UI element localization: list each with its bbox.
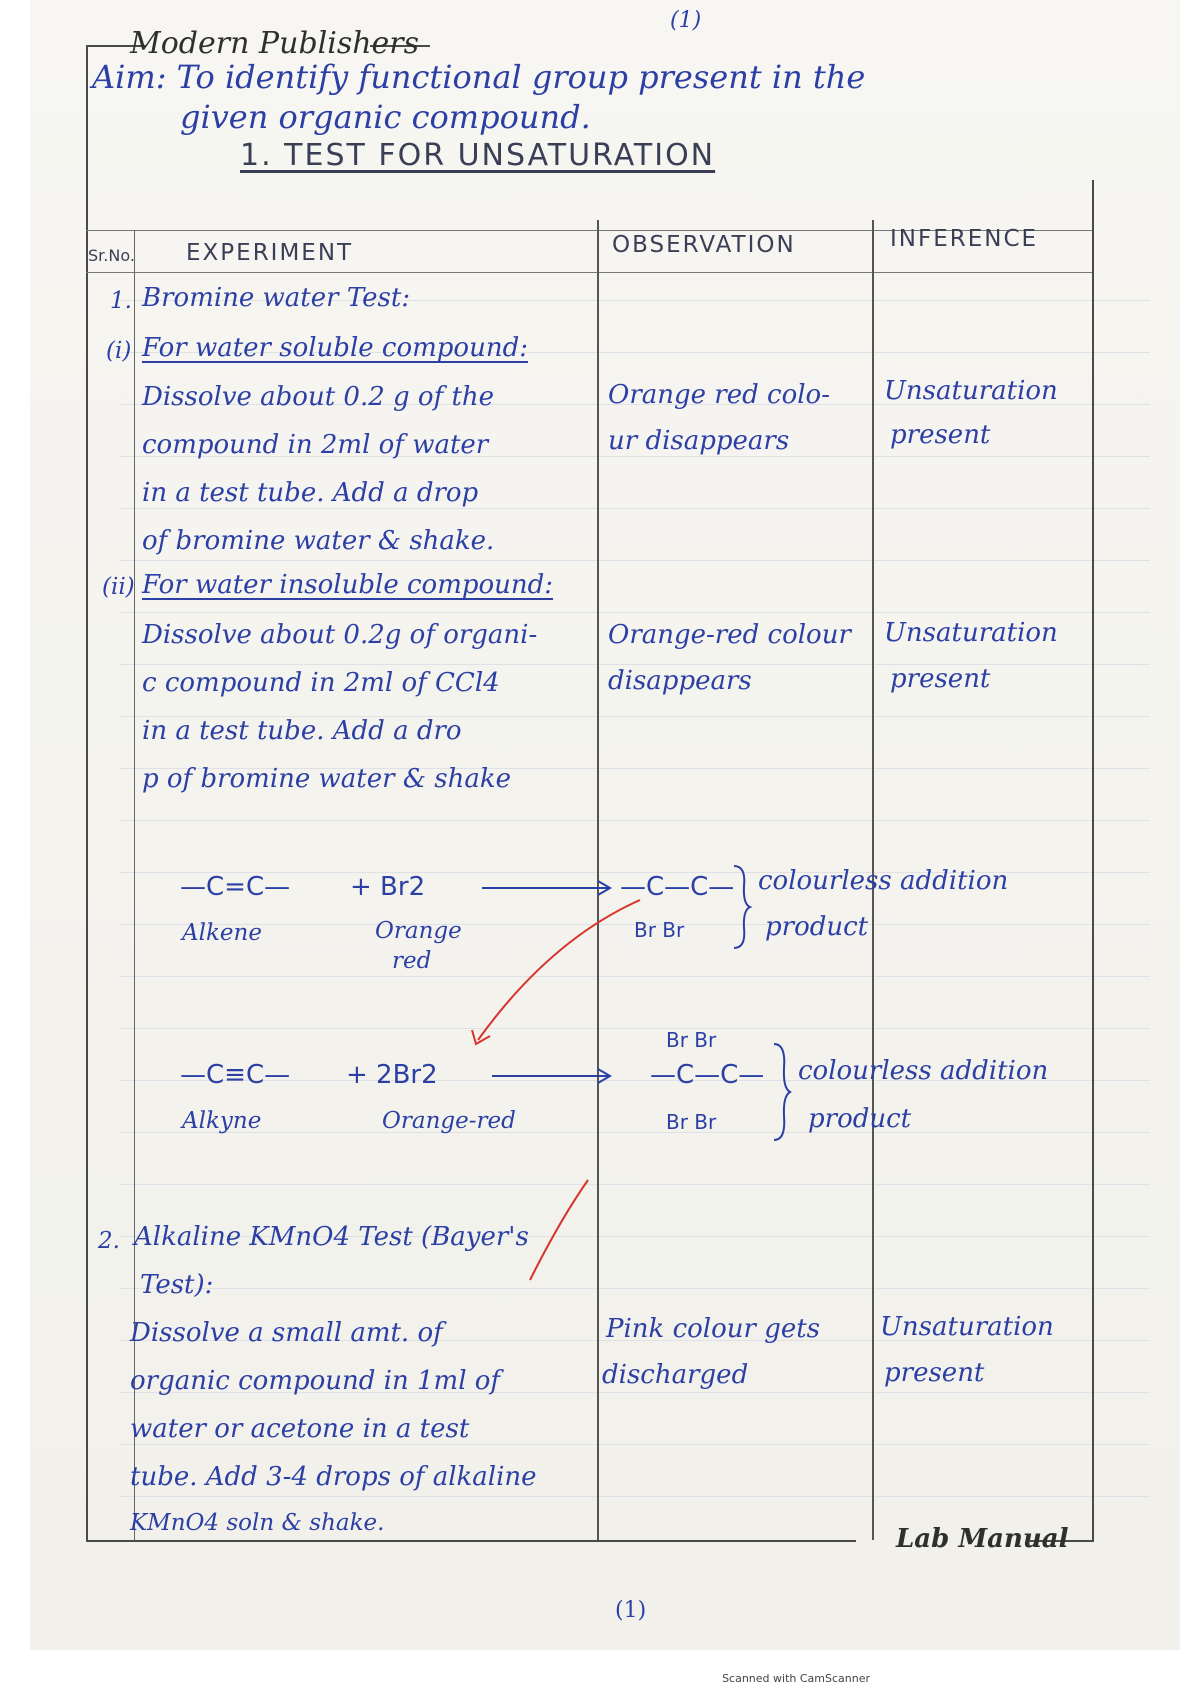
page-number: (1) (615, 1598, 647, 1623)
part2-observation-1: Orange-red colour (608, 620, 851, 650)
alkene-reactant-name: Alkene (182, 920, 262, 946)
alkyne-product-note-2: product (808, 1104, 912, 1134)
test1-number: 1. (110, 288, 132, 314)
test2-title-2: Test): (140, 1270, 214, 1300)
alkyne-reagent-name: Orange-red (382, 1108, 516, 1134)
part1-number: (i) (106, 338, 132, 364)
part1-observation-2: ur disappears (608, 426, 790, 456)
part2-observation-2: disappears (608, 666, 752, 696)
alkyne-reactant-name: Alkyne (182, 1108, 262, 1134)
aim-line-2: given organic compound. (180, 98, 591, 136)
test2-line-1: Dissolve a small amt. of (130, 1318, 443, 1348)
frame-right (1092, 180, 1094, 1540)
page-top-number: (1) (670, 8, 702, 33)
part1-inference-2: present (890, 420, 991, 450)
test2-line-5: KMnO4 soln & shake. (130, 1510, 385, 1536)
test2-observation-1: Pink colour gets (606, 1314, 821, 1344)
part2-line-4: p of bromine water & shake (142, 764, 511, 794)
part1-line-2: compound in 2ml of water (142, 430, 489, 460)
frame-left (86, 45, 88, 1540)
test2-observation-2: discharged (602, 1360, 749, 1390)
part1-inference-1: Unsaturation (884, 376, 1058, 406)
aim-line-1: Aim: To identify functional group present in the (92, 58, 866, 96)
alkene-product-note-1: colourless addition (758, 866, 1009, 896)
alkene-product-note-2: product (765, 912, 869, 942)
part2-heading: For water insoluble compound: (142, 570, 554, 600)
test2-number: 2. (98, 1228, 120, 1254)
part1-line-1: Dissolve about 0.2 g of the (142, 382, 495, 412)
alkyne-reactant: —C≡C— (180, 1060, 291, 1090)
alkene-reagent-name-2: red (392, 948, 432, 974)
alkene-brace (730, 862, 754, 952)
test1-title: Bromine water Test: (142, 283, 411, 313)
alkyne-brace (770, 1040, 794, 1144)
publisher-name: Modern Publishers (130, 26, 420, 61)
frame-bottom (86, 1540, 856, 1542)
part2-line-2: c compound in 2ml of CCl4 (142, 668, 500, 698)
test2-line-4: tube. Add 3-4 drops of alkaline (130, 1462, 537, 1492)
alkyne-product-substituents: Br Br (666, 1110, 717, 1134)
part1-line-4: of bromine water & shake. (142, 526, 495, 556)
test2-line-2: organic compound in 1ml of (130, 1366, 501, 1396)
alkene-reactant: —C=C— (180, 872, 291, 902)
part2-inference-1: Unsaturation (884, 618, 1058, 648)
col-header-observation: OBSERVATION (612, 232, 796, 258)
col-header-srno: Sr.No. (88, 246, 135, 265)
part2-line-1: Dissolve about 0.2g of organi- (142, 620, 538, 650)
alkyne-product: —C—C— (650, 1060, 765, 1090)
table-header-line (86, 272, 1092, 273)
section-title: 1. TEST FOR UNSATURATION (240, 138, 716, 173)
test2-title-1: Alkaline KMnO4 Test (Bayer's (134, 1222, 529, 1252)
part1-heading: For water soluble compound: (142, 333, 528, 363)
scanner-watermark: Scanned with CamScanner (722, 1672, 870, 1685)
alkyne-product-top-substituents: Br Br (666, 1028, 717, 1052)
alkyne-product-note-1: colourless addition (798, 1056, 1049, 1086)
part2-line-3: in a test tube. Add a dro (142, 716, 462, 746)
part2-inference-2: present (890, 664, 991, 694)
test2-inference-1: Unsaturation (880, 1312, 1054, 1342)
alkyne-reagent: + 2Br2 (346, 1060, 438, 1090)
test2-inference-2: present (884, 1358, 985, 1388)
col-header-inference: INFERENCE (890, 226, 1039, 252)
notebook-page (30, 0, 1180, 1650)
part1-observation-1: Orange red colo- (608, 380, 830, 410)
test2-line-3: water or acetone in a test (130, 1414, 470, 1444)
col-header-experiment: EXPERIMENT (186, 240, 354, 266)
lab-manual-brand: Lab Manual (896, 1524, 1069, 1554)
part2-number: (ii) (102, 574, 135, 600)
alkene-product-substituents: Br Br (634, 918, 685, 942)
alkene-product: —C—C— (620, 872, 735, 902)
alkene-reagent: + Br2 (350, 872, 426, 902)
part1-line-3: in a test tube. Add a drop (142, 478, 479, 508)
alkene-reagent-name-1: Orange (375, 918, 462, 944)
